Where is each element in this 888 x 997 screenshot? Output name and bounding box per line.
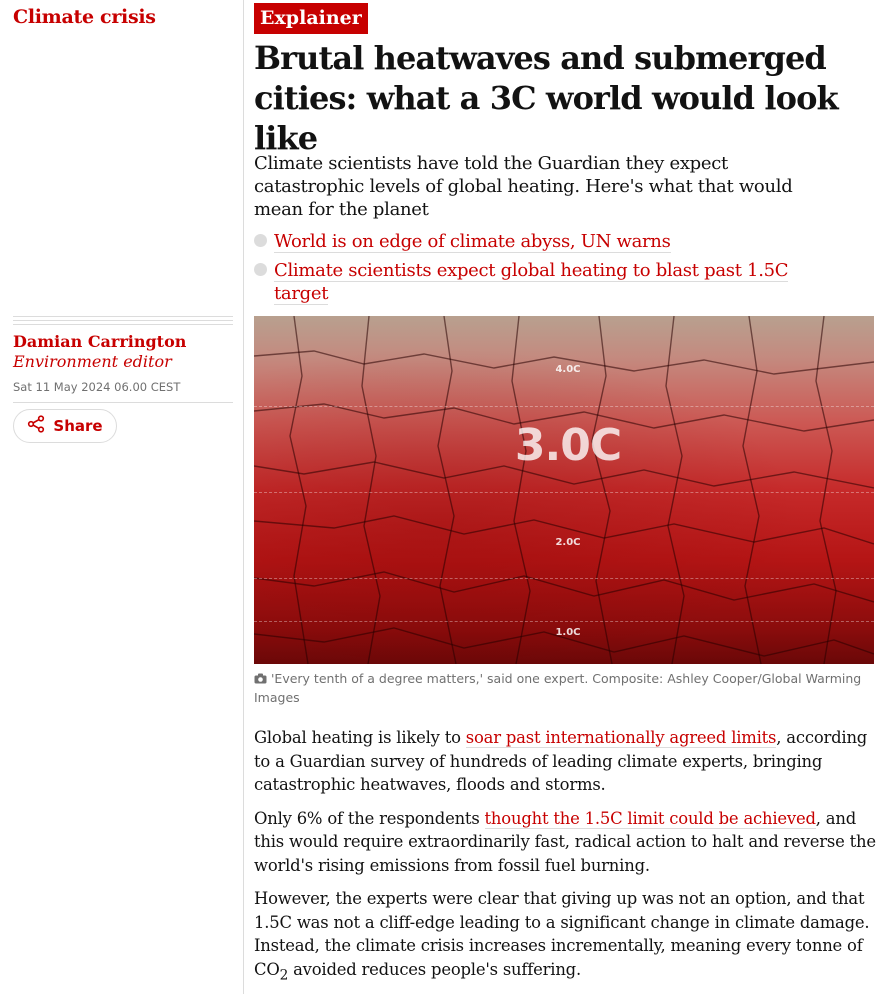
body-paragraph <box>254 887 876 987</box>
dateline: Sat 11 May 2024 06.00 CEST <box>13 380 181 394</box>
body-paragraph <box>254 726 876 797</box>
hero-image[interactable] <box>254 316 874 664</box>
column-divider <box>243 0 244 994</box>
byline-rules <box>13 316 233 328</box>
author-name[interactable]: Damian Carrington <box>13 332 187 351</box>
hero-tick-label: 4.0C <box>555 364 581 375</box>
paragraph-text: Global heating is likely to <box>254 728 466 747</box>
article-body <box>254 726 876 997</box>
caption-text: 'Every tenth of a degree matters,' said one expert. Composite: Ashley Cooper/Global Warming Images <box>254 671 862 705</box>
hero-big-label: 3.0C <box>514 420 622 471</box>
paragraph-text: , according to a Guardian survey of hundreds of leading climate experts, bringing catastrophic heatwaves, floods and storms. <box>254 728 868 794</box>
subscript: 2 <box>279 966 289 983</box>
paragraph-text: , and this would require extraordinarily fast, radical action to halt and reverse the world's rising emissions from fossil fuel burning. <box>254 808 876 875</box>
body-paragraph <box>254 807 876 878</box>
related-item <box>254 259 794 305</box>
share-label: Share <box>53 417 103 435</box>
paragraph-text: Only 6% of the respondents <box>254 808 485 828</box>
hero-gridline <box>254 621 874 622</box>
image-caption <box>254 670 874 707</box>
related-link[interactable]: World is on edge of climate abyss, UN warns <box>274 231 671 252</box>
author-role: Environment editor <box>13 352 172 371</box>
kicker-badge: Explainer <box>254 3 368 34</box>
inline-link[interactable]: soar past internationally agreed limits <box>465 728 777 747</box>
article-headline: Brutal heatwaves and submerged cities: what a 3C world would look like <box>254 39 838 157</box>
paragraph-text: However, the experts were clear that giving up was not an option, and that 1.5C was not a cliff-edge leading to a significant change in climate damage. Instead, the climate crisis increases incrementally, meaning every tonne of CO <box>254 889 870 979</box>
standfirst: Climate scientists have told the Guardian they expect catastrophic levels of global heating. Here's what that would mean for the planet <box>254 153 793 220</box>
byline-divider <box>13 402 233 403</box>
bullet-dot <box>254 263 267 276</box>
related-links <box>254 230 794 311</box>
camera-icon <box>254 671 267 689</box>
paragraph-text: avoided reduces people's suffering. <box>288 959 581 979</box>
related-item <box>254 230 794 253</box>
share-icon <box>27 415 45 437</box>
hero-tick-label: 2.0C <box>555 537 581 548</box>
hero-gridline <box>254 406 874 407</box>
section-label[interactable]: Climate crisis <box>13 6 156 28</box>
left-column <box>0 0 243 994</box>
related-link[interactable]: Climate scientists expect global heating to blast past 1.5C target <box>274 260 789 304</box>
hero-tick-label: 1.0C <box>555 627 581 638</box>
inline-link[interactable]: thought the 1.5C limit could be achieved <box>484 808 816 828</box>
bullet-dot <box>254 234 267 247</box>
share-button[interactable] <box>13 409 117 443</box>
hero-gridline <box>254 578 874 579</box>
hero-gridline <box>254 492 874 493</box>
